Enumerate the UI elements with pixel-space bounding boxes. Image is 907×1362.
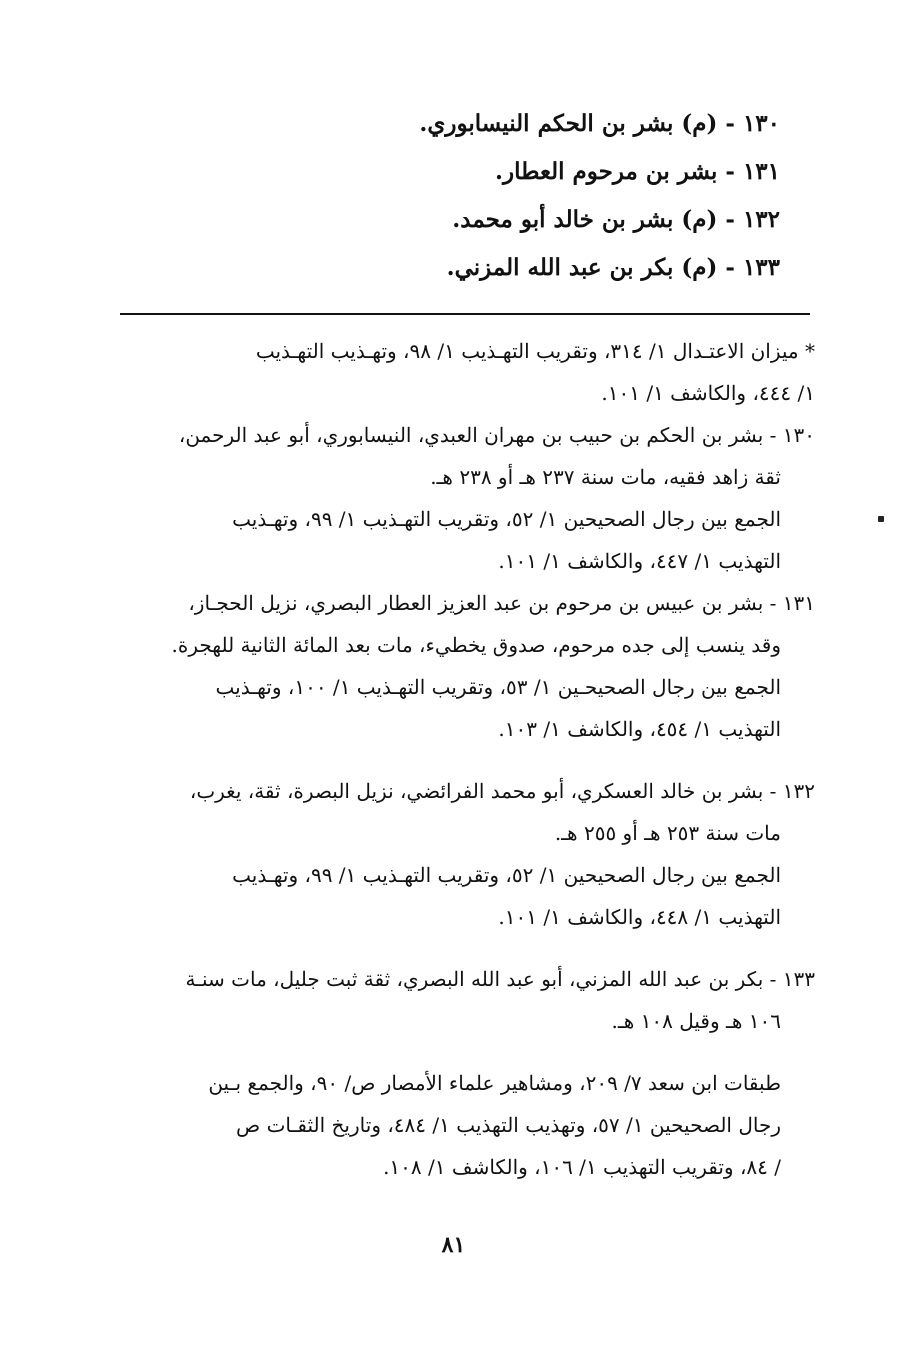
footnote-line: طبقات ابن سعد ٧/ ٢٠٩، ومشاهير علماء الأمصار ص/ ٩٠، والجمع بـين (208, 1071, 781, 1095)
footnotes (115, 330, 815, 1188)
footnote-line: ١٣٠ - بشر بن الحكم بن حبيب بن مهران العبدي، النيسابوري، أبو عبد الرحمن، (178, 423, 815, 447)
footnote-130 (115, 414, 815, 582)
footnote-line: ثقة زاهد فقيه، مات سنة ٢٣٧ هـ أو ٢٣٨ هـ. (430, 465, 781, 489)
footnote-line: ١٠٦ هـ وقيل ١٠٨ هـ. (611, 1009, 781, 1033)
footnote-line: الجمع بين رجال الصحيحين ١/ ٥٢، وتقريب التهـذيب ١/ ٩٩، وتهـذيب (232, 863, 781, 887)
footnote-line: ١٣٣ - بكر بن عبد الله المزني، أبو عبد الله البصري، ثقة ثبت جليل، مات سنـة (185, 967, 815, 991)
footnote-line: التهذيب ١/ ٤٤٧، والكاشف ١/ ١٠١. (498, 549, 781, 573)
footnote-line: رجال الصحيحين ١/ ٥٧، وتهذيب التهذيب ١/ ٤٨٤، وتاريخ الثقـات ص (236, 1113, 781, 1137)
footnote-132 (115, 770, 815, 938)
footnote-star (115, 330, 815, 414)
footnote-line: الجمع بين رجال الصحيحين ١/ ٥٢، وتقريب التهـذيب ١/ ٩٩، وتهـذيب (232, 507, 781, 531)
footnote-line: ١/ ٤٤٤، والكاشف ١/ ١٠١. (601, 381, 815, 405)
footnote-divider (120, 313, 810, 315)
page-number: ٨١ (441, 1232, 466, 1258)
footnote-line: * ميزان الاعتـدال ١/ ٣١٤، وتقريب التهـذيب ١/ ٩٨، وتهـذيب التهـذيب (255, 339, 815, 363)
main-entry-132: ١٣٢ - (م) بشر بن خالد أبو محمد. (452, 206, 780, 233)
footnote-line: مات سنة ٢٥٣ هـ أو ٢٥٥ هـ. (554, 821, 781, 845)
footnote-line: التهذيب ١/ ٤٤٨، والكاشف ١/ ١٠١. (498, 905, 781, 929)
footnote-line: وقد ينسب إلى جده مرحوم، صدوق يخطيء، مات بعد المائة الثانية للهجرة. (171, 633, 781, 657)
footnote-line: ١٣١ - بشر بن عبيس بن مرحوم بن عبد العزيز العطار البصري، نزيل الحجـاز، (188, 591, 815, 615)
footnote-131 (115, 582, 815, 750)
footnote-line: / ٨٤، وتقريب التهذيب ١/ ١٠٦، والكاشف ١/ ١٠٨. (383, 1155, 781, 1179)
footnote-line: الجمع بين رجال الصحيحـين ١/ ٥٣، وتقريب التهـذيب ١/ ١٠٠، وتهـذيب (215, 675, 781, 699)
footnote-line: التهذيب ١/ ٤٥٤، والكاشف ١/ ١٠٣. (498, 717, 781, 741)
main-entry-133: ١٣٣ - (م) بكر بن عبد الله المزني. (446, 254, 780, 281)
footnote-133 (115, 958, 815, 1188)
main-entry-list (180, 100, 780, 292)
main-entry-130: ١٣٠ - (م) بشر بن الحكم النيسابوري. (419, 110, 780, 137)
main-entry-131: ١٣١ - بشر بن مرحوم العطار. (495, 158, 780, 185)
scan-dot (878, 516, 884, 522)
footnote-line: ١٣٢ - بشر بن خالد العسكري، أبو محمد الفرائضي، نزيل البصرة، ثقة، يغرب، (189, 779, 815, 803)
